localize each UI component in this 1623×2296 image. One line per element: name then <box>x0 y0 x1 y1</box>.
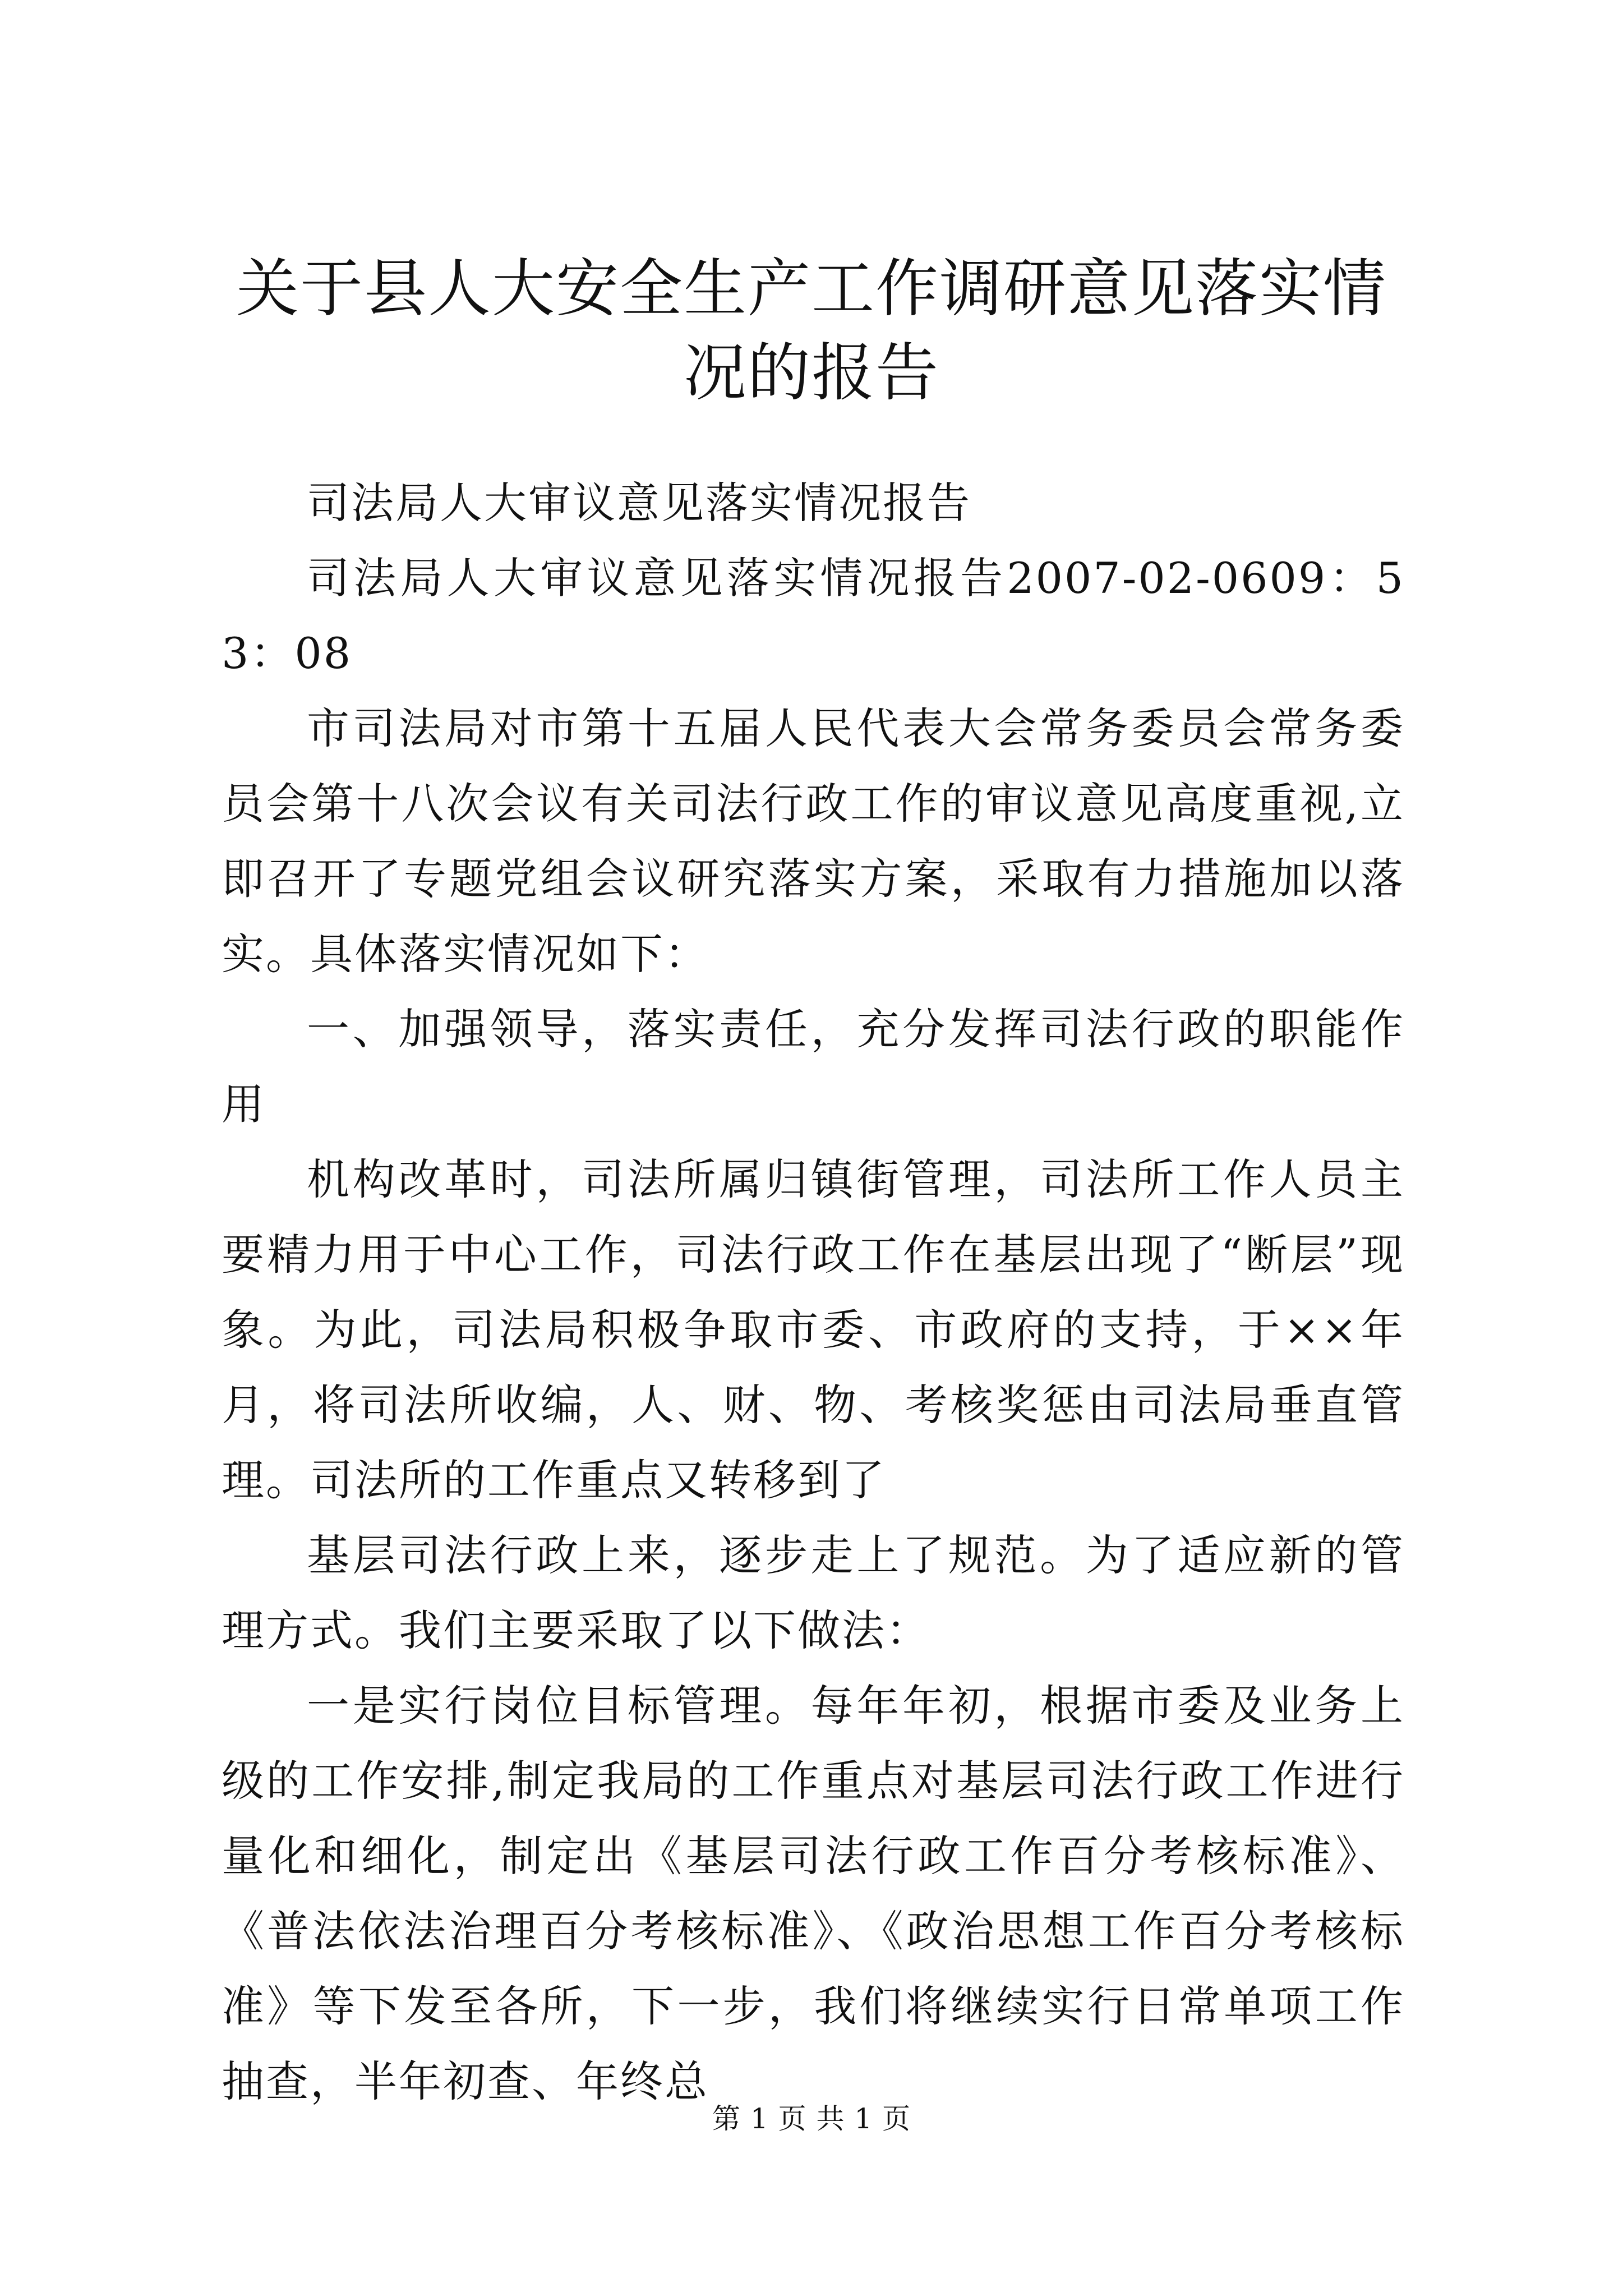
paragraph-section-heading: 一、加强领导，落实责任，充分发挥司法行政的职能作用 <box>222 1004 1405 1129</box>
page-footer: 第 1 页 共 1 页 <box>712 2102 911 2135</box>
paragraph-body: 一是实行岗位目标管理。每年年初，根据市委及业务上级的工作安排,制定我局的工作重点对基层司法行政工作进行量化和细化，制定出《基层司法行政工作百分考核标准》、《普法依法治理百分考核标准》、《政治思想工作百分考核标准》等下发至各所，下一步，我们将继续实行日常单项工作抽查，半年初查、年终总 <box>222 1681 1405 2106</box>
paragraph-body: 基层司法行政上来，逐步走上了规范。为了适应新的管理方式。我们主要采取了以下做法： <box>222 1530 1405 1655</box>
paragraph-body: 机构改革时，司法所属归镇街管理，司法所工作人员主要精力用于中心工作，司法行政工作在基层出现了“断层”现象。为此，司法局积极争取市委、市政府的支持，于××年月，将司法所收编，人、财、物、考核奖惩由司法局垂直管理。司法所的工作重点又转移到了 <box>222 1154 1405 1505</box>
document-body <box>222 466 1405 2119</box>
paragraph-subtitle: 司法局人大审议意见落实情况报告 <box>307 478 971 528</box>
paragraph-intro: 市司法局对市第十五届人民代表大会常务委员会常务委员会第十八次会议有关司法行政工作的审议意见高度重视,立即召开了专题党组会议研究落实方案，采取有力措施加以落实。具体落实情况如下： <box>222 703 1405 979</box>
paragraph-dateline: 司法局人大审议意见落实情况报告2007-02-0609：53：08 <box>222 553 1405 678</box>
document-title: 关于县人大安全生产工作调研意见落实情况的报告 <box>236 252 1387 409</box>
